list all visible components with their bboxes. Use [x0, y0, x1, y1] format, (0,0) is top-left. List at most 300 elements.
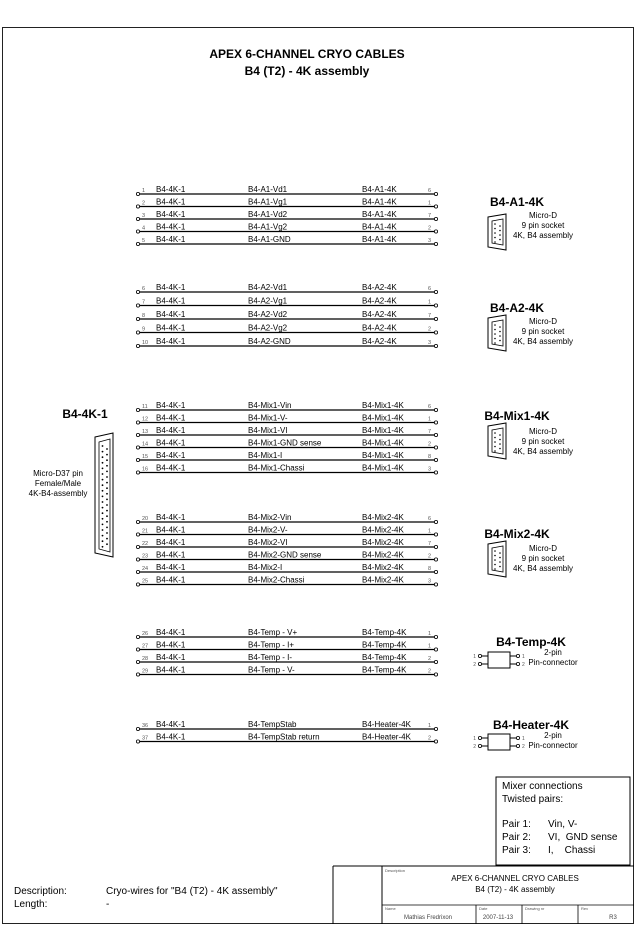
wire-row: [136, 538, 437, 549]
wire-terminal-left: [136, 648, 139, 651]
wire-terminal-right: [434, 635, 437, 638]
wire-source: B4-4K-1: [156, 197, 186, 207]
wire-pin: 7: [142, 299, 146, 306]
wire-terminal-right: [434, 727, 437, 730]
wire-signal-name: B4-Temp - I+: [248, 640, 295, 650]
wire-terminal-right: [434, 205, 437, 208]
d37-pin-dot: [102, 479, 104, 481]
wire-destination: B4-A1-4K: [362, 185, 397, 194]
left-connector-label: B4-4K-1: [62, 407, 108, 421]
wire-destination: B4-A1-4K: [362, 197, 397, 207]
title-block: [333, 866, 634, 924]
wire-terminal-left: [136, 558, 139, 561]
wire-terminal-right: [434, 545, 437, 548]
wire-source: B4-4K-1: [156, 653, 186, 662]
wire-signal-name: B4-Mix1-Vin: [248, 401, 292, 410]
wire-dest-pin: 2: [427, 553, 431, 560]
wire-source: B4-4K-1: [156, 550, 186, 560]
svg-text:1: 1: [473, 736, 476, 742]
connector-desc: Pin-connector: [528, 658, 578, 667]
wire-terminal-left: [136, 471, 139, 474]
title-block-drawing-caption: Drawing nr: [525, 906, 545, 911]
wire-pin: 28: [142, 656, 149, 662]
wire-source: B4-4K-1: [156, 525, 186, 535]
wire-destination: B4-Temp-4K: [362, 628, 407, 637]
wire-source: B4-4K-1: [156, 628, 186, 637]
d37-pin-dot: [106, 493, 108, 495]
connector-label: B4-Temp-4K: [496, 635, 566, 649]
wire-row: [136, 464, 437, 475]
wire-group-b4-a1-4k: [136, 185, 573, 250]
wire-row: [136, 551, 437, 562]
wire-destination: B4-Mix1-4K: [362, 438, 404, 448]
micro-d9-connector-icon: [488, 423, 506, 459]
d37-pin-dot: [102, 451, 104, 453]
wire-destination: B4-A1-4K: [362, 210, 397, 219]
wire-group-b4-mix2-4k: [136, 513, 573, 586]
title-block-caption: Description: [385, 868, 406, 873]
wire-terminal-right: [434, 331, 437, 334]
wire-destination: B4-Temp-4K: [362, 665, 407, 675]
d37-pin-dot: [106, 510, 108, 512]
wire-terminal-left: [136, 290, 139, 293]
connector-desc: 4K, B4 assembly: [512, 231, 574, 240]
wire-dest-pin: 2: [427, 326, 431, 333]
d37-pin-dot: [102, 456, 104, 458]
wire-terminal-left: [136, 408, 139, 411]
wire-destination: B4-Heater-4K: [362, 720, 411, 729]
wire-source: B4-4K-1: [156, 185, 186, 194]
wire-dest-pin: 7: [427, 541, 431, 547]
wire-pin: 37: [142, 735, 149, 742]
wire-dest-pin: 3: [427, 340, 431, 346]
wire-signal-name: B4-A1-Vd2: [248, 210, 288, 219]
connector-label: B4-A1-4K: [489, 195, 545, 209]
wire-source: B4-4K-1: [156, 222, 186, 232]
wire-row: [136, 733, 437, 744]
left-connector-desc-3: 4K-B4-assembly: [28, 489, 88, 498]
connector-desc: 4K, B4 assembly: [512, 447, 574, 456]
connector-desc: Micro-D: [529, 317, 557, 326]
d37-pin-dot: [102, 496, 104, 498]
wire-terminal-left: [136, 583, 139, 586]
wire-signal-name: B4-A1-Vg1: [248, 197, 288, 207]
wire-source: B4-4K-1: [156, 426, 186, 435]
title-block-line2: B4 (T2) - 4K assembly: [475, 885, 555, 894]
wire-dest-pin: 2: [427, 656, 431, 662]
wire-pin: 22: [142, 541, 149, 547]
wire-signal-name: B4-Mix1-GND sense: [248, 438, 322, 448]
d37-pin-dot: [102, 507, 104, 509]
wire-row: [136, 653, 437, 664]
wire-dest-pin: 1: [427, 631, 431, 637]
wire-row: [136, 223, 437, 234]
wire-pin: 29: [142, 668, 149, 675]
d37-pin-dot: [106, 482, 108, 484]
wire-pin: 20: [142, 516, 149, 522]
wire-row: [136, 666, 437, 677]
wire-terminal-right: [434, 520, 437, 523]
wire-source: B4-4K-1: [156, 720, 186, 729]
wire-pin: 25: [142, 578, 149, 585]
connector-desc: 4K, B4 assembly: [512, 337, 574, 346]
length-value: -: [106, 899, 110, 910]
wire-group-b4-mix1-4k: [136, 401, 573, 474]
wire-destination: B4-A1-4K: [362, 235, 397, 244]
wire-pin: 27: [142, 643, 149, 650]
title-line1: APEX 6-CHANNEL CRYO CABLES: [209, 47, 405, 61]
pair-1-label: Pair 1:: [502, 819, 531, 830]
wire-signal-name: B4-Mix2-V-: [248, 525, 288, 535]
wire-terminal-left: [136, 533, 139, 536]
wire-dest-pin: 3: [427, 466, 431, 473]
wire-destination: B4-Temp-4K: [362, 653, 407, 662]
wire-signal-name: B4-A2-GND: [248, 337, 291, 346]
micro-d9-connector-icon: [488, 315, 506, 351]
wire-source: B4-4K-1: [156, 310, 186, 319]
wire-terminal-right: [434, 673, 437, 676]
connector-label: B4-A2-4K: [489, 301, 545, 315]
d37-pin-dot: [106, 521, 108, 523]
d37-pin-dot: [102, 501, 104, 503]
wire-terminal-right: [434, 344, 437, 347]
micro-d9-connector-icon: [488, 541, 506, 577]
wire-terminal-left: [136, 344, 139, 347]
wire-dest-pin: 2: [427, 441, 431, 448]
wire-dest-pin: 2: [427, 735, 431, 742]
title-block-name-caption: Name: [385, 906, 396, 911]
svg-text:1: 1: [473, 654, 476, 660]
wire-terminal-left: [136, 570, 139, 573]
wire-row: [136, 576, 437, 587]
d37-pin-dot: [106, 448, 108, 450]
wire-source: B4-4K-1: [156, 401, 186, 410]
wire-dest-pin: 1: [427, 200, 431, 207]
d37-pin-dot: [102, 462, 104, 464]
wire-dest-pin: 6: [427, 188, 431, 194]
title-block-rev: R3: [609, 915, 617, 921]
wire-signal-name: B4-Mix1-I: [248, 451, 283, 460]
wire-pin: 6: [142, 286, 146, 292]
wire-destination: B4-Temp-4K: [362, 640, 407, 650]
wire-source: B4-4K-1: [156, 438, 186, 448]
wire-terminal-left: [136, 205, 139, 208]
wire-row: [136, 426, 437, 437]
wire-source: B4-4K-1: [156, 463, 186, 473]
wire-destination: B4-Mix1-4K: [362, 401, 404, 410]
d37-pin-dot: [102, 546, 104, 548]
wire-dest-pin: 1: [427, 299, 431, 306]
wire-source: B4-4K-1: [156, 323, 186, 333]
connector-label: B4-Mix1-4K: [484, 409, 550, 423]
wire-row: [136, 641, 437, 652]
d37-pin-dot: [102, 518, 104, 520]
wire-terminal-left: [136, 317, 139, 320]
d37-pin-dot: [102, 512, 104, 514]
d37-pin-dot: [102, 490, 104, 492]
wire-terminal-left: [136, 304, 139, 307]
wire-row: [136, 401, 437, 412]
wire-dest-pin: 3: [427, 578, 431, 585]
wire-row: [136, 324, 437, 335]
left-connector-desc-2: Female/Male: [34, 479, 82, 488]
wire-source: B4-4K-1: [156, 665, 186, 675]
connector-desc: 9 pin socket: [521, 437, 565, 446]
title-block-date: 2007-11-13: [482, 915, 514, 921]
wire-signal-name: B4-Mix2-GND sense: [248, 550, 322, 560]
pair-1-value: Vin, V-: [548, 819, 578, 830]
title-line2: B4 (T2) - 4K assembly: [244, 64, 370, 78]
wire-terminal-left: [136, 520, 139, 523]
d37-pin-dot: [106, 487, 108, 489]
wire-terminal-left: [136, 242, 139, 245]
wire-group-b4-temp-4k: [136, 628, 578, 676]
connector-desc: 4K, B4 assembly: [512, 564, 574, 573]
wire-destination: B4-Mix2-4K: [362, 575, 404, 585]
micro-d37-connector-icon: [95, 433, 113, 557]
wire-terminal-left: [136, 331, 139, 334]
wire-destination: B4-Mix2-4K: [362, 513, 404, 522]
wire-dest-pin: 6: [427, 516, 431, 522]
connector-desc: 2-pin: [544, 648, 562, 657]
wire-signal-name: B4-Mix1-VI: [248, 426, 288, 435]
wire-dest-pin: 6: [427, 286, 431, 292]
wire-pin: 16: [142, 466, 149, 473]
wire-terminal-right: [434, 648, 437, 651]
wire-row: [136, 439, 437, 450]
wire-destination: B4-Mix2-4K: [362, 550, 404, 560]
d37-pin-dot: [106, 532, 108, 534]
d37-pin-dot: [106, 538, 108, 540]
svg-text:1: 1: [522, 736, 525, 742]
wire-pin: 13: [142, 429, 149, 435]
connector-desc: Micro-D: [529, 211, 557, 220]
wire-source: B4-4K-1: [156, 235, 186, 244]
wire-pin: 4: [142, 225, 146, 232]
wire-terminal-right: [434, 192, 437, 195]
wire-row: [136, 235, 437, 246]
wire-terminal-right: [434, 660, 437, 663]
wire-dest-pin: 2: [427, 225, 431, 232]
wire-signal-name: B4-Mix1-Chassi: [248, 463, 305, 473]
wire-dest-pin: 1: [427, 528, 431, 535]
wire-signal-name: B4-TempStab: [248, 720, 297, 729]
wire-source: B4-4K-1: [156, 451, 186, 460]
wire-dest-pin: 1: [427, 723, 431, 729]
wire-destination: B4-Mix2-4K: [362, 538, 404, 547]
wire-row: [136, 283, 437, 294]
wire-destination: B4-Heater-4K: [362, 732, 411, 742]
wire-row: [136, 337, 437, 348]
wire-terminal-left: [136, 660, 139, 663]
d37-pin-dot: [106, 454, 108, 456]
d37-pin-dot: [106, 465, 108, 467]
wire-signal-name: B4-Mix2-Vin: [248, 513, 292, 522]
connector-label: B4-Mix2-4K: [484, 527, 550, 541]
wire-source: B4-4K-1: [156, 513, 186, 522]
wire-destination: B4-Mix1-4K: [362, 413, 404, 423]
wire-terminal-right: [434, 446, 437, 449]
pair-2-label: Pair 2:: [502, 832, 531, 843]
d37-pin-dot: [102, 524, 104, 526]
wire-source: B4-4K-1: [156, 210, 186, 219]
wire-terminal-left: [136, 727, 139, 730]
wire-destination: B4-Mix2-4K: [362, 563, 404, 572]
connector-desc: 9 pin socket: [521, 221, 565, 230]
wire-terminal-right: [434, 740, 437, 743]
wire-pin: 14: [142, 441, 149, 448]
title-block-line1: APEX 6-CHANNEL CRYO CABLES: [451, 874, 579, 883]
wire-signal-name: B4-Temp - I-: [248, 653, 293, 662]
d37-pin-dot: [106, 543, 108, 545]
d37-pin-dot: [106, 476, 108, 478]
wire-row: [136, 563, 437, 574]
title-block-rev-caption: Rev: [581, 906, 589, 911]
wire-destination: B4-Mix1-4K: [362, 426, 404, 435]
wire-terminal-left: [136, 635, 139, 638]
wire-terminal-right: [434, 558, 437, 561]
wire-pin: 36: [142, 723, 149, 729]
wire-terminal-right: [434, 242, 437, 245]
wire-terminal-right: [434, 317, 437, 320]
wire-signal-name: B4-Mix2-VI: [248, 538, 288, 547]
wire-destination: B4-A2-4K: [362, 323, 397, 333]
wire-row: [136, 414, 437, 425]
wire-terminal-right: [434, 458, 437, 461]
connector-label: B4-Heater-4K: [492, 718, 570, 732]
wire-pin: 9: [142, 326, 146, 333]
d37-pin-dot: [102, 484, 104, 486]
wire-destination: B4-A2-4K: [362, 310, 397, 319]
wire-dest-pin: 7: [427, 429, 431, 435]
wire-terminal-right: [434, 304, 437, 307]
wire-row: [136, 198, 437, 209]
wire-row: [136, 526, 437, 537]
wire-terminal-right: [434, 290, 437, 293]
mixer-box-title: Mixer connections: [502, 781, 583, 792]
d37-pin-dot: [106, 471, 108, 473]
left-connector-desc-1: Micro-D37 pin: [33, 469, 83, 478]
d37-pin-dot: [102, 445, 104, 447]
wire-source: B4-4K-1: [156, 640, 186, 650]
length-label: Length:: [14, 899, 48, 910]
wire-terminal-right: [434, 230, 437, 233]
d37-pin-dot: [106, 504, 108, 506]
d37-pin-dot: [102, 473, 104, 475]
wire-source: B4-4K-1: [156, 538, 186, 547]
svg-text:1: 1: [522, 654, 525, 660]
wire-pin: 8: [142, 313, 146, 319]
wire-pin: 24: [142, 566, 149, 572]
wire-dest-pin: 3: [427, 238, 431, 244]
mixer-connections-box: [496, 777, 630, 865]
wire-source: B4-4K-1: [156, 413, 186, 423]
wire-group-b4-a2-4k: [136, 283, 573, 351]
wire-terminal-left: [136, 446, 139, 449]
wire-source: B4-4K-1: [156, 732, 186, 742]
wire-terminal-left: [136, 192, 139, 195]
wire-dest-pin: 1: [427, 643, 431, 650]
wire-signal-name: B4-Temp - V-: [248, 665, 295, 675]
wire-row: [136, 513, 437, 524]
wire-dest-pin: 2: [427, 668, 431, 675]
connector-desc: Pin-connector: [528, 741, 578, 750]
d37-pin-dot: [106, 459, 108, 461]
wire-terminal-right: [434, 217, 437, 220]
wire-terminal-right: [434, 433, 437, 436]
wire-dest-pin: 1: [427, 416, 431, 423]
wire-terminal-left: [136, 421, 139, 424]
two-pin-connector-icon: [473, 652, 525, 668]
wire-source: B4-4K-1: [156, 283, 186, 292]
wire-signal-name: B4-A2-Vd1: [248, 283, 288, 292]
wire-signal-name: B4-TempStab return: [248, 732, 320, 742]
connector-desc: 9 pin socket: [521, 327, 565, 336]
wire-terminal-right: [434, 570, 437, 573]
wire-row: [136, 720, 437, 731]
wire-group-b4-heater-4k: [136, 718, 578, 750]
wire-signal-name: B4-Temp - V+: [248, 628, 298, 637]
wire-pin: 5: [142, 238, 146, 244]
wire-source: B4-4K-1: [156, 563, 186, 572]
wire-row: [136, 185, 437, 196]
micro-d9-connector-icon: [488, 214, 506, 250]
connector-desc: Micro-D: [529, 427, 557, 436]
wire-terminal-left: [136, 740, 139, 743]
wire-source: B4-4K-1: [156, 337, 186, 346]
description-label: Description:: [14, 886, 67, 897]
wire-destination: B4-Mix2-4K: [362, 525, 404, 535]
mixer-box-subtitle: Twisted pairs:: [502, 794, 564, 805]
svg-text:2: 2: [473, 662, 476, 668]
title-block-name: Mathias Fredrixon: [403, 915, 453, 921]
connector-desc: Micro-D: [529, 544, 557, 553]
wire-row: [136, 451, 437, 462]
title-block-date-caption: Date: [479, 906, 488, 911]
wire-source: B4-4K-1: [156, 575, 186, 585]
wire-signal-name: B4-A1-Vd1: [248, 185, 288, 194]
d37-pin-dot: [102, 535, 104, 537]
wire-signal-name: B4-A1-GND: [248, 235, 291, 244]
wire-terminal-right: [434, 583, 437, 586]
d37-pin-dot: [106, 527, 108, 529]
wire-pin: 2: [142, 200, 146, 207]
wire-signal-name: B4-A2-Vd2: [248, 310, 288, 319]
description-value: Cryo-wires for "B4 (T2) - 4K assembly": [106, 886, 278, 897]
wire-terminal-left: [136, 217, 139, 220]
wire-pin: 1: [142, 188, 146, 194]
wire-terminal-left: [136, 458, 139, 461]
d37-pin-dot: [102, 540, 104, 542]
wire-signal-name: B4-A1-Vg2: [248, 222, 288, 232]
connector-desc: 9 pin socket: [521, 554, 565, 563]
d37-pin-dot: [102, 468, 104, 470]
wire-dest-pin: 7: [427, 213, 431, 219]
wire-terminal-left: [136, 230, 139, 233]
wire-destination: B4-Mix1-4K: [362, 463, 404, 473]
pair-3-value: I, Chassi: [548, 845, 596, 856]
wire-row: [136, 297, 437, 308]
pair-3-label: Pair 3:: [502, 845, 531, 856]
wire-terminal-left: [136, 433, 139, 436]
wire-row: [136, 310, 437, 321]
svg-text:2: 2: [522, 662, 525, 668]
wire-terminal-right: [434, 421, 437, 424]
wire-destination: B4-A1-4K: [362, 222, 397, 232]
svg-text:2: 2: [473, 744, 476, 750]
d37-pin-dot: [106, 515, 108, 517]
wire-signal-name: B4-A2-Vg1: [248, 296, 288, 306]
